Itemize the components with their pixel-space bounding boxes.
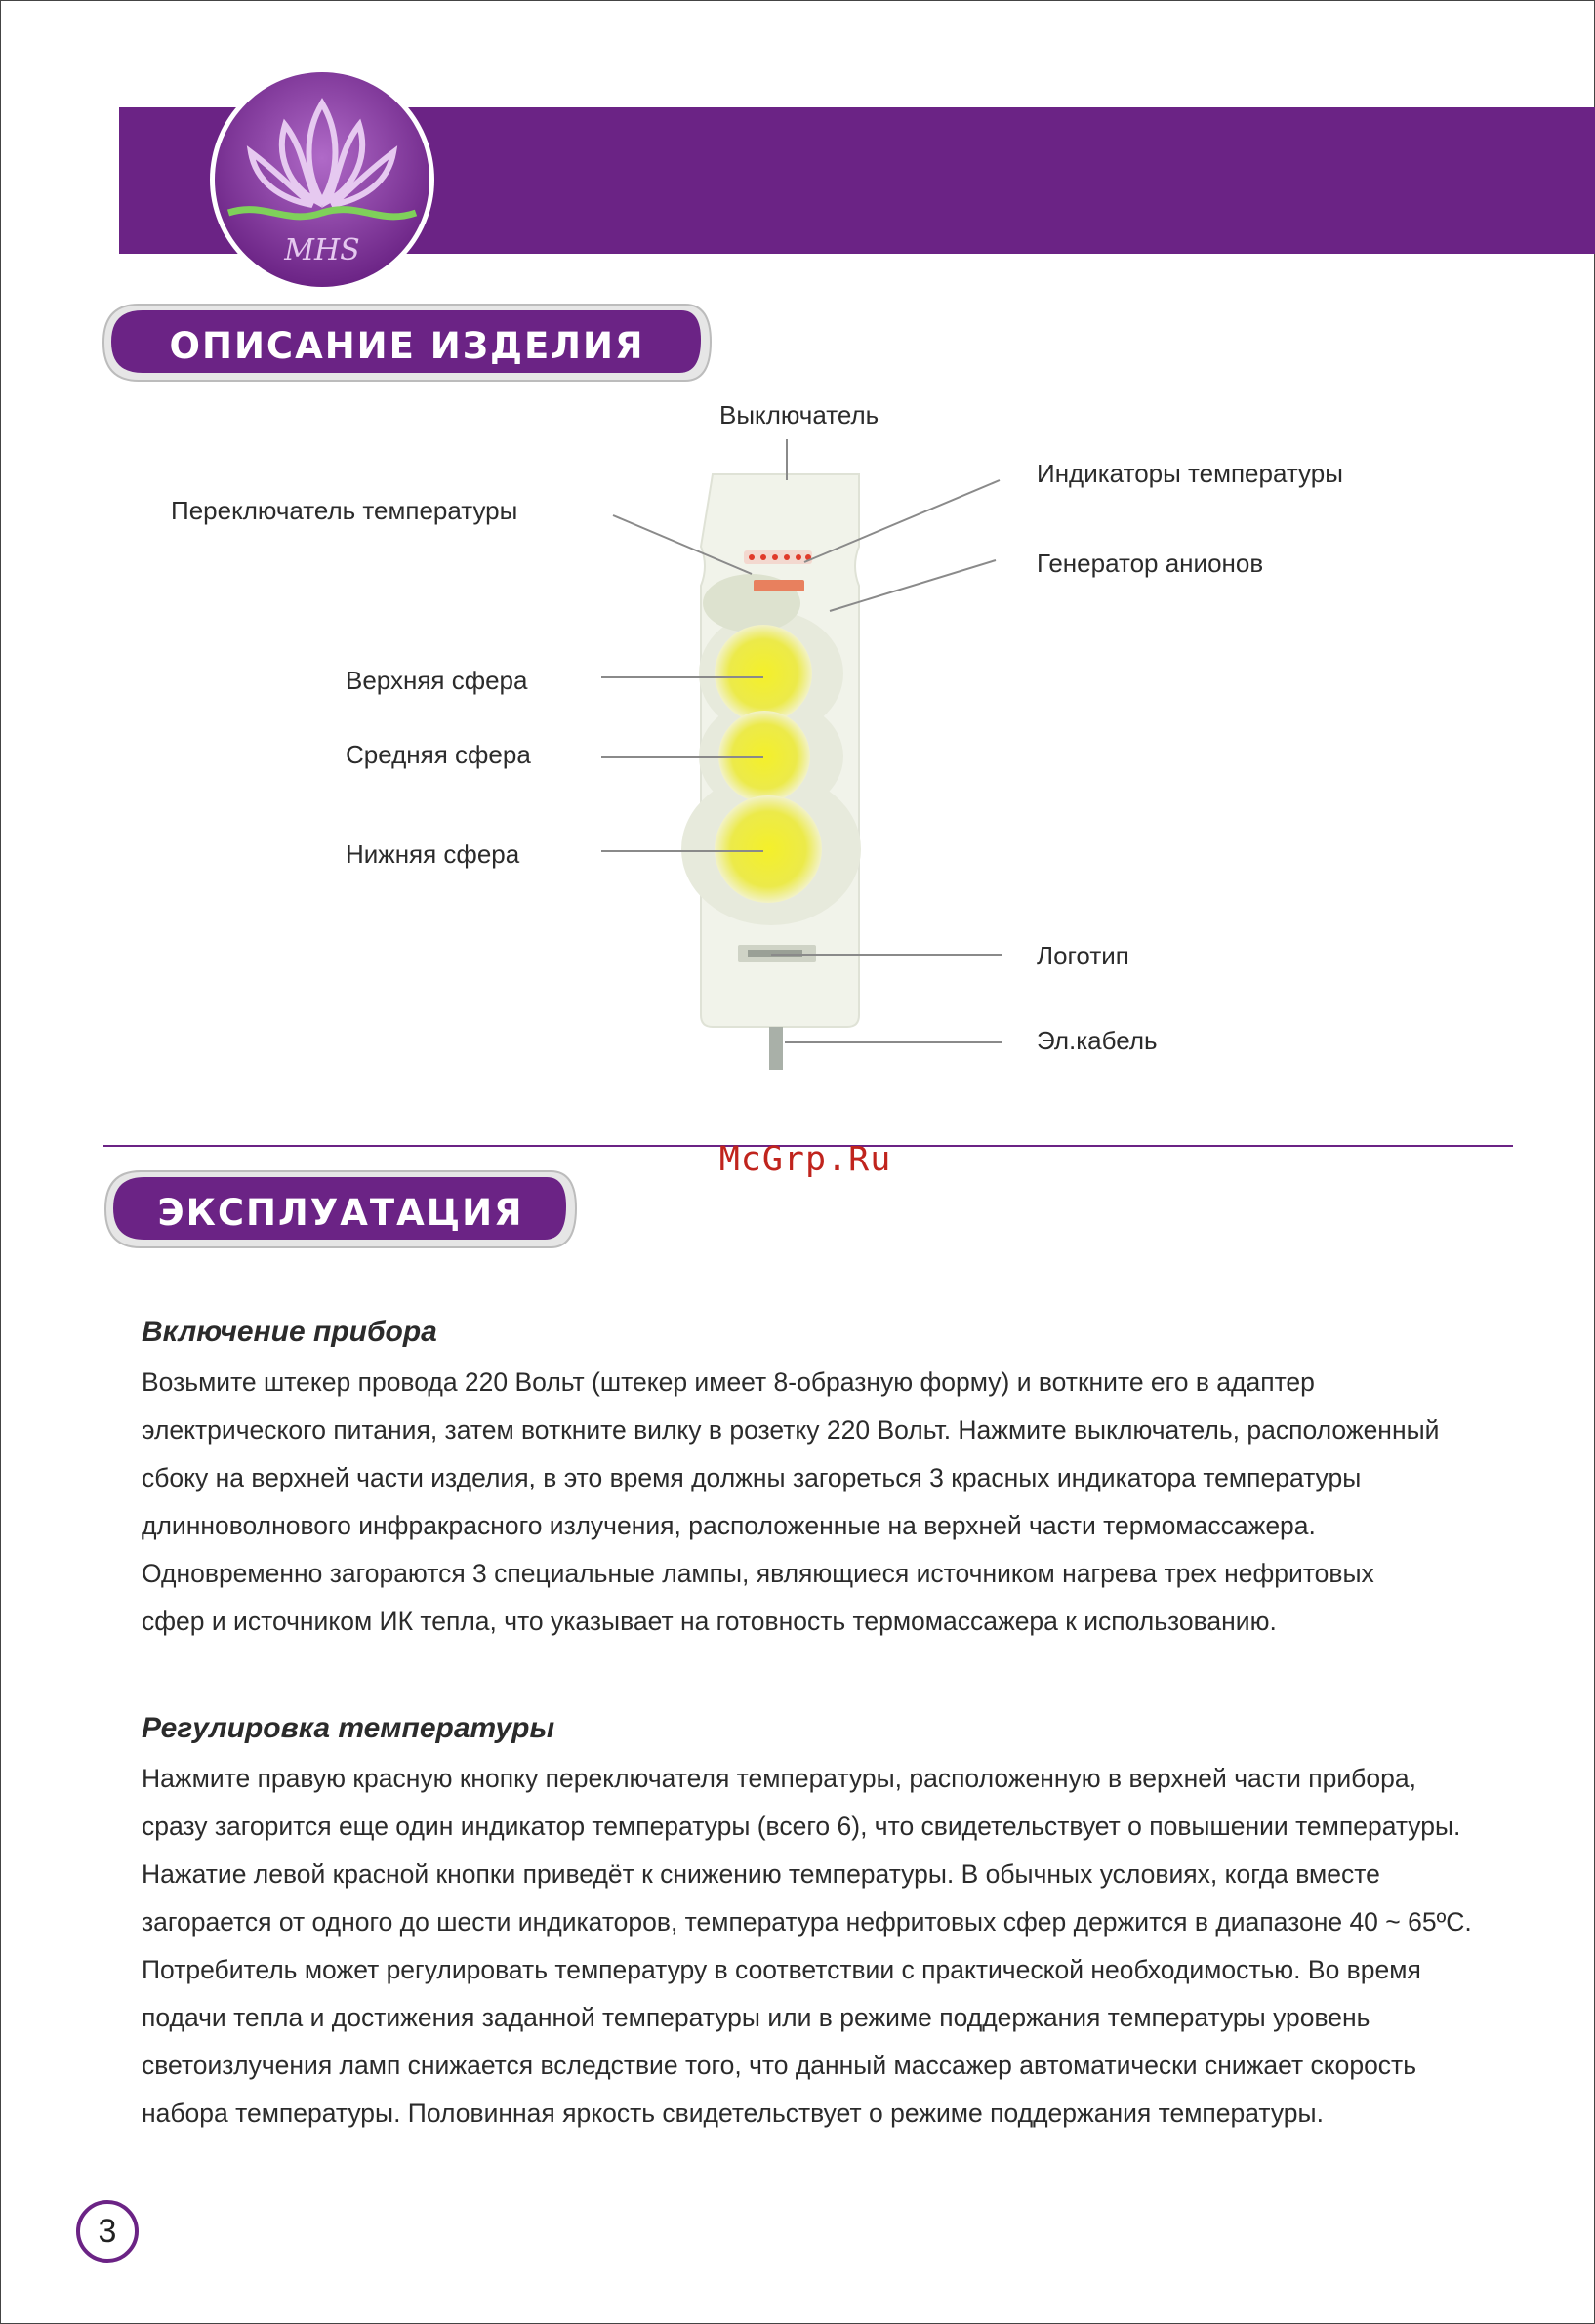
section-title-text: ЭКСПЛУАТАЦИЯ xyxy=(157,1191,524,1234)
lotus-logo-icon xyxy=(207,64,437,295)
text-line: Нажатие левой красной кнопки приведёт к снижению температуры. В обычных условиях, когда вместе xyxy=(142,1859,1380,1889)
text-line: набора температуры. Половинная яркость свидетельствует о режиме поддержания температуры. xyxy=(142,2099,1324,2128)
callout-logo: Логотип xyxy=(1037,941,1129,970)
text-line: Возьмите штекер провода 220 Вольт (штекер имеет 8-образную форму) и воткните его в адаптер xyxy=(142,1367,1315,1397)
text-line: подачи тепла и достижения заданной температуры или в режиме поддержания температуры уровень xyxy=(142,2003,1370,2032)
paragraph-temperature xyxy=(142,1755,1595,2138)
text-line: электрического питания, затем воткните вилку в розетку 220 Вольт. Нажмите выключатель, расположенный xyxy=(142,1415,1440,1445)
callout-cable: Эл.кабель xyxy=(1037,1026,1158,1055)
text-line: Одновременно загораются 3 специальные лампы, являющиеся источником нагрева трех нефритовых xyxy=(142,1559,1374,1588)
heading-power-on: Включение прибора xyxy=(142,1316,437,1348)
text-line: светоизлучения ламп снижается вследствие того, что данный массажер автоматически снижает скорость xyxy=(142,2051,1417,2080)
text-line: сфер и источником ИК тепла, что указывает на готовность термомассажера к использованию. xyxy=(142,1607,1277,1636)
logo-text: MHS xyxy=(284,233,360,267)
watermark-text: McGrp.Ru xyxy=(718,1140,892,1179)
text-line: Потребитель может регулировать температуру в соответствии с практической необходимостью. Во время xyxy=(142,1955,1421,1984)
text-line: сразу загорится еще один индикатор температуры (всего 6), что свидетельствует о повышении температуры. xyxy=(142,1812,1461,1841)
text-line: Нажмите правую красную кнопку переключателя температуры, расположенную в верхней части прибора, xyxy=(142,1764,1416,1793)
section-title-description xyxy=(100,301,715,385)
callout-middle-sphere: Средняя сфера xyxy=(346,740,531,769)
callout-lower-sphere: Нижняя сфера xyxy=(346,839,520,869)
callout-anion-generator: Генератор анионов xyxy=(1037,549,1264,578)
section-title-operation xyxy=(102,1167,580,1251)
text-line: загорается от одного до шести индикаторов, температура нефритовых сфер держится в диапазоне 40 ~ 65ºС. xyxy=(142,1907,1472,1937)
section-title-text: ОПИСАНИЕ ИЗДЕЛИЯ xyxy=(169,324,645,367)
text-line: сбоку на верхней части изделия, в это время должны загореться 3 красных индикатора температуры xyxy=(142,1463,1362,1492)
text-line: длинноволнового инфракрасного излучения, расположенные на верхней части термомассажера. xyxy=(142,1511,1316,1540)
callout-upper-sphere: Верхняя сфера xyxy=(346,666,528,695)
heading-temperature: Регулировка температуры xyxy=(142,1712,555,1744)
brand-logo xyxy=(207,64,437,295)
page-number: 3 xyxy=(76,2200,139,2263)
callout-temperature-switch: Переключатель температуры xyxy=(171,496,518,525)
callout-temperature-indicators: Индикаторы температуры xyxy=(1037,459,1343,488)
paragraph-power-on xyxy=(142,1359,1595,1646)
callout-switch: Выключатель xyxy=(719,400,879,429)
